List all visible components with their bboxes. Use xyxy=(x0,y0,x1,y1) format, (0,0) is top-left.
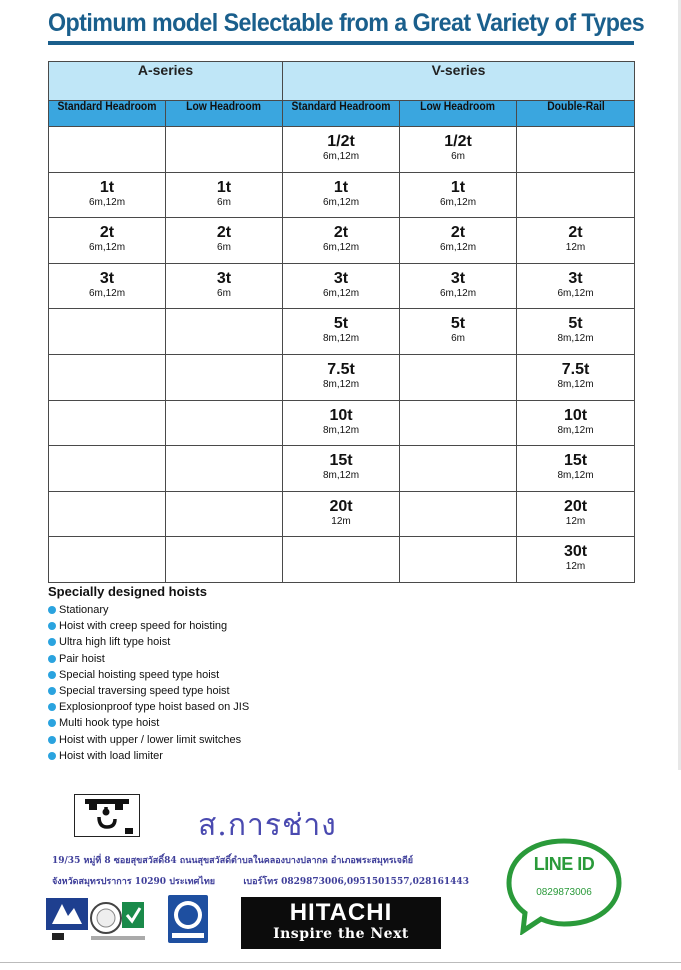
capacity-value: 7.5t xyxy=(561,360,590,378)
column-header: Standard Headroom xyxy=(283,101,400,127)
lift-length-value: 8m,12m xyxy=(322,424,360,436)
list-item-label: Hoist with load limiter xyxy=(59,749,163,762)
bullet-icon xyxy=(48,638,56,646)
table-cell xyxy=(49,537,166,583)
table-cell xyxy=(400,218,517,264)
line-id-label: LINE ID xyxy=(533,854,595,874)
column-header: Standard Headroom xyxy=(49,101,166,127)
bullet-icon xyxy=(48,606,56,614)
lift-length-value: 6m xyxy=(217,242,231,254)
jab-cert-icon xyxy=(46,898,88,942)
list-item xyxy=(48,732,249,748)
capacity-value: 2t xyxy=(450,224,466,242)
column-header: Low Headroom xyxy=(400,101,517,127)
list-item-label: Ultra high lift type hoist xyxy=(59,636,171,649)
list-item xyxy=(48,699,249,715)
special-hoists-section xyxy=(48,584,249,764)
table-cell xyxy=(283,354,400,400)
table-cell xyxy=(283,218,400,264)
lift-length-value: 12m xyxy=(565,561,586,573)
table-cell xyxy=(166,537,283,583)
table-cell xyxy=(283,309,400,355)
table-cell xyxy=(400,127,517,173)
lift-length-value: 6m,12m xyxy=(88,287,126,299)
lift-length-value: 6m,12m xyxy=(88,196,126,208)
list-item xyxy=(48,602,249,618)
table-cell xyxy=(49,309,166,355)
lift-length-value: 6m,12m xyxy=(322,242,360,254)
table-cell xyxy=(400,354,517,400)
capacity-value: 20t xyxy=(563,497,588,515)
lift-length-value: 6m xyxy=(451,333,465,345)
lift-length-value: 8m,12m xyxy=(557,378,594,390)
table-cell xyxy=(400,172,517,218)
capacity-value: 3t xyxy=(99,269,115,287)
table-row xyxy=(49,354,635,400)
series-header-v: V-series xyxy=(283,62,635,101)
list-item xyxy=(48,634,249,650)
capacity-value: 1/2t xyxy=(444,133,472,150)
table-row xyxy=(49,218,635,264)
bullet-icon xyxy=(48,703,56,711)
capacity-value: 2t xyxy=(99,224,115,242)
table-row xyxy=(49,127,635,173)
bullet-icon xyxy=(48,622,56,630)
capacity-value: 5t xyxy=(568,315,583,333)
list-item-label: Special traversing speed type hoist xyxy=(59,685,230,698)
table-cell xyxy=(517,400,635,446)
list-item-label: Stationary xyxy=(59,604,109,617)
table-row xyxy=(49,446,635,492)
lift-length-value: 8m,12m xyxy=(322,378,360,390)
capacity-value: 2t xyxy=(333,224,349,242)
address-line-1: 19/35 หมู่ที่ 8 ซอยสุขสวัสดิ์84 ถนนสุขสวัสดิ์ตำบลในคลองบางปลากด อำเภอพระสมุทรเจดีย์ xyxy=(52,856,414,866)
table-row xyxy=(49,309,635,355)
list-item-label: Multi hook type hoist xyxy=(59,717,160,730)
capacity-value: 7.5t xyxy=(327,360,355,378)
address-line-2 xyxy=(52,874,469,888)
list-item xyxy=(48,651,249,667)
capacity-value: 3t xyxy=(333,269,349,287)
list-item xyxy=(48,715,249,731)
table-row xyxy=(49,263,635,309)
table-cell xyxy=(517,354,635,400)
lift-length-value: 6m xyxy=(451,151,465,162)
lift-length-value: 6m,12m xyxy=(322,151,360,162)
title-underline xyxy=(48,41,634,45)
table-cell xyxy=(49,491,166,537)
special-hoists-list xyxy=(48,602,249,764)
list-item-label: Pair hoist xyxy=(59,652,105,665)
capacity-value: 15t xyxy=(563,452,588,470)
company-name: ส.การช่าง xyxy=(198,808,337,843)
lift-length-value: 8m,12m xyxy=(322,470,360,482)
table-cell xyxy=(49,218,166,264)
iso-ukas-cert-icon xyxy=(89,896,147,946)
table-cell xyxy=(283,446,400,492)
bullet-icon xyxy=(48,687,56,695)
table-cell xyxy=(283,537,400,583)
capacity-value: 2t xyxy=(568,224,583,242)
column-header: Double-Rail xyxy=(517,101,635,127)
lift-length-value: 8m,12m xyxy=(557,424,594,436)
capacity-value: 2t xyxy=(216,224,232,242)
table-cell xyxy=(517,491,635,537)
table-cell xyxy=(49,127,166,173)
line-id-number: 0829873006 xyxy=(536,887,592,898)
lift-length-value: 6m,12m xyxy=(439,242,477,254)
address-province: จังหวัดสมุทรปราการ 10290 ประเทศไทย xyxy=(52,877,216,887)
capacity-value: 1/2t xyxy=(327,133,355,150)
table-cell xyxy=(400,263,517,309)
lift-length-value: 12m xyxy=(331,515,351,527)
list-item xyxy=(48,683,249,699)
table-cell xyxy=(517,263,635,309)
list-item xyxy=(48,748,249,764)
table-cell xyxy=(517,309,635,355)
table-cell xyxy=(283,127,400,173)
capacity-value: 1t xyxy=(333,178,349,196)
table-cell xyxy=(283,263,400,309)
capacity-value: 10t xyxy=(563,406,588,424)
lift-length-value: 6m xyxy=(217,196,231,208)
jqa-cert-icon xyxy=(168,895,208,943)
lift-length-value: 8m,12m xyxy=(322,333,360,345)
phone-numbers: เบอร์โทร 0829873006,0951501557,028161443 xyxy=(243,877,469,887)
lift-length-value: 6m xyxy=(217,287,231,299)
special-hoists-heading: Specially designed hoists xyxy=(48,584,207,599)
table-cell xyxy=(49,263,166,309)
capacity-value: 10t xyxy=(329,406,353,424)
series-header-a: A-series xyxy=(49,62,283,101)
table-cell xyxy=(283,400,400,446)
capacity-value: 5t xyxy=(450,315,466,333)
table-row xyxy=(49,172,635,218)
list-item-label: Explosionproof type hoist based on JIS xyxy=(59,701,250,714)
table-cell xyxy=(400,400,517,446)
capacity-value: 5t xyxy=(333,315,349,333)
table-cell xyxy=(166,309,283,355)
table-cell xyxy=(400,309,517,355)
list-item xyxy=(48,667,249,683)
capacity-value: 3t xyxy=(568,269,583,287)
lift-length-value: 6m,12m xyxy=(439,196,477,208)
capacity-value: 1t xyxy=(216,178,232,196)
list-item-label: Hoist with creep speed for hoisting xyxy=(59,620,228,633)
list-item-label: Special hoisting speed type hoist xyxy=(59,668,220,681)
table-cell xyxy=(166,354,283,400)
table-row xyxy=(49,400,635,446)
table-row xyxy=(49,491,635,537)
hoist-capacity-table xyxy=(48,61,635,583)
bullet-icon xyxy=(48,671,56,679)
hitachi-brand-banner xyxy=(241,897,441,949)
lift-length-value: 6m,12m xyxy=(88,242,126,254)
table-cell xyxy=(166,446,283,492)
line-chat-bubble-icon xyxy=(501,835,627,935)
table-cell xyxy=(517,172,635,218)
lift-length-value: 6m,12m xyxy=(322,196,360,208)
capacity-value: 3t xyxy=(216,269,232,287)
list-item xyxy=(48,618,249,634)
capacity-value: 3t xyxy=(450,269,466,287)
company-logo xyxy=(74,794,140,837)
lift-length-value: 6m,12m xyxy=(322,287,360,299)
table-cell xyxy=(166,218,283,264)
bullet-icon xyxy=(48,719,56,727)
brand-tagline: Inspire the Next xyxy=(273,926,409,942)
table-cell xyxy=(166,491,283,537)
table-cell xyxy=(400,491,517,537)
table-cell xyxy=(283,172,400,218)
hook-logo-icon xyxy=(75,795,139,836)
bullet-icon xyxy=(48,752,56,760)
capacity-value: 20t xyxy=(329,497,353,515)
table-cell xyxy=(517,127,635,173)
table-cell xyxy=(283,491,400,537)
bullet-icon xyxy=(48,736,56,744)
table-cell xyxy=(517,218,635,264)
table-cell xyxy=(517,446,635,492)
table-cell xyxy=(49,172,166,218)
capacity-value: 1t xyxy=(99,178,115,196)
table-cell xyxy=(166,172,283,218)
table-cell xyxy=(517,537,635,583)
capacity-value: 15t xyxy=(329,452,353,470)
lift-length-value: 8m,12m xyxy=(557,333,594,345)
column-header: Low Headroom xyxy=(166,101,283,127)
page-title: Optimum model Selectable from a Great Variety of Types xyxy=(48,9,645,37)
table-cell xyxy=(400,446,517,492)
lift-length-value: 12m xyxy=(565,242,586,254)
lift-length-value: 6m,12m xyxy=(557,287,594,299)
footer-divider xyxy=(0,962,681,963)
brand-name: HITACHI xyxy=(289,899,393,926)
table-cell xyxy=(49,446,166,492)
lift-length-value: 12m xyxy=(565,515,586,527)
table-body xyxy=(49,127,635,583)
table-cell xyxy=(166,263,283,309)
capacity-value: 1t xyxy=(450,178,466,196)
table-cell xyxy=(400,537,517,583)
table-cell xyxy=(49,400,166,446)
capacity-value: 30t xyxy=(563,543,588,561)
list-item-label: Hoist with upper / lower limit switches xyxy=(59,733,242,746)
lift-length-value: 8m,12m xyxy=(557,470,594,482)
bullet-icon xyxy=(48,655,56,663)
table-row xyxy=(49,537,635,583)
lift-length-value: 6m,12m xyxy=(439,287,477,299)
table-cell xyxy=(49,354,166,400)
table-cell xyxy=(166,400,283,446)
table-cell xyxy=(166,127,283,173)
